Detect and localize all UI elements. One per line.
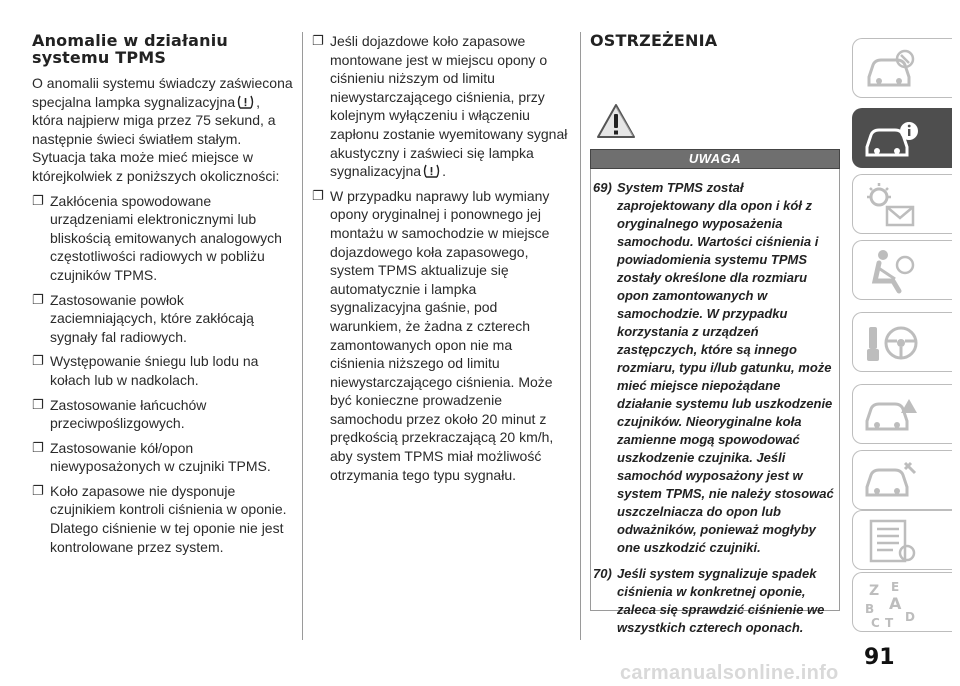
list-item [32, 352, 294, 389]
list-item [312, 32, 570, 181]
alphabetical-index-icon [861, 577, 921, 629]
watermark: carmanualsonline.info [620, 662, 839, 684]
svg-text:D: D [905, 610, 915, 624]
column-divider [580, 32, 581, 640]
tab-technical-data[interactable] [852, 510, 952, 570]
section-title [32, 32, 294, 66]
car-dashboard-icon [861, 43, 921, 95]
warning-light-mail-icon [861, 179, 921, 231]
warning-notes-box [590, 169, 840, 635]
list-item-text: Zastosowanie powłok zaciemniających, które zakłócają sygnały fal radiowych. [50, 291, 254, 345]
tab-safety[interactable] [852, 240, 952, 300]
svg-text:B: B [865, 602, 875, 616]
page-number: 91 [864, 645, 895, 670]
bullet-marker: ❐ [312, 187, 324, 203]
svg-text:Z: Z [869, 583, 880, 599]
svg-text:E: E [891, 580, 900, 594]
svg-text:T: T [885, 616, 894, 629]
list-item-text: Zastosowanie kół/opon niewyposażonych w czujniki TPMS. [50, 439, 271, 475]
intro-text-a: O anomalii systemu świadczy zaświecona specjalna lampka sygnalizacyjna [32, 75, 293, 110]
note-text: Jeśli system sygnalizuje spadek ciśnienia w konkretnej oponie, zaleca się sprawdzić ciśnienie we wszystkich czterech oponach. [617, 566, 825, 635]
list-item-text-end: . [442, 163, 446, 180]
bullet-marker: ❐ [32, 353, 44, 369]
section-title-line-1: Anomalie w działaniu [32, 31, 229, 50]
svg-text:C: C [871, 616, 880, 629]
list-item-text: Występowanie śniegu lub lodu na kołach lub w nadkolach. [50, 353, 259, 388]
list-item [32, 439, 294, 476]
note-text: System TPMS został zaprojektowany dla opon i kół z oryginalnego wyposażenia samochodu. Wartości ciśnienia i powiadomienia systemu TPMS zostały określone dla rozmiaru opon zamontowanych w samochodzie. W przypadku korzystania z urządzeń zastępczych, które są innego rozmiaru, typu i/lub gatunku, może mieć miejsce niepożądane działanie systemu lub uszkodzenie czujników. Nieoryginalne koła zamienne mogą spowodować uszkodzenie czujnika. Jeśli samochód wyposażony jest w system TPMS, nie należy stosować uszczelniacza do opon lub odważników, ponieważ mogłyby one uszkodzić czujniki. [617, 180, 834, 555]
column-2 [312, 32, 570, 484]
bullet-marker: ❐ [32, 291, 44, 307]
tab-index[interactable] [852, 572, 952, 632]
car-info-icon [861, 113, 921, 165]
column-divider [302, 32, 303, 640]
bullet-marker: ❐ [32, 439, 44, 455]
list-item-text: W przypadku naprawy lub wymiany opony oryginalnej i ponownego jej montażu w samochodzie w miejsce dojazdowego koła zapasowego, system TPMS aktualizuje się automatycznie i lampka sygnalizacyjna gaśnie, pod warunkiem, że żadna z czterech zamontowanych opon nie ma ciśnienia niższego od limitu niewystarczającego ciśnienia. Może być konieczne prowadzenie samochodu przez około 20 minut z prędkością przekraczającą 20 km/h, aby system TPMS miał możliwość otrzymania tego typu sygnału. [330, 187, 554, 483]
tpms-warning-lamp-icon [423, 163, 440, 179]
warning-note-69 [595, 179, 837, 557]
list-item [312, 187, 570, 485]
list-item [32, 291, 294, 347]
bullet-marker: ❐ [32, 396, 44, 412]
column-1 [32, 32, 294, 556]
list-item-text: Jeśli dojazdowe koło zapasowe montowane jest w miejscu opony o ciśnieniu niższym od limitu niewystarczającego ciśnienia, przy kolejnym wyłączeniu i włączeniu zapłonu zostanie wyemitowany sygnał akustyczny i zaświeci się lampka sygnalizacyjna [330, 33, 568, 180]
bullet-marker: ❐ [32, 482, 44, 498]
tab-warning-lights[interactable] [852, 174, 952, 234]
list-item-text: Zastosowanie łańcuchów przeciwpoślizgowych. [50, 396, 207, 432]
uwaga-bar: UWAGA [590, 149, 840, 169]
technical-data-list-icon [861, 515, 921, 567]
section-title-line-2: systemu TPMS [32, 48, 167, 67]
intro-text-b: , która najpierw miga przez 75 sekund, a następnie świeci światłem stałym. Sytuacja taka może mieć miejsce w którejkolwiek z poniższych okoliczności: [32, 93, 280, 184]
list-item-text: Zakłócenia spowodowane urządzeniami elektronicznymi lub bliskością emitowanych analogowych częstotliwości radiowych w pobliżu czujników TPMS. [50, 192, 282, 283]
warning-triangle-icon [596, 103, 636, 139]
tab-maintenance[interactable] [852, 450, 952, 510]
warnings-heading: OSTRZEŻENIA [590, 31, 718, 50]
warning-note-70 [595, 565, 837, 637]
tab-car-dashboard[interactable] [852, 38, 952, 98]
list-item [32, 192, 294, 285]
warnings-column [590, 31, 840, 635]
seat-airbag-icon [861, 245, 921, 297]
note-number: 69) [593, 180, 612, 195]
intro-paragraph [32, 74, 294, 186]
list-item [32, 396, 294, 433]
tab-starting-driving[interactable] [852, 312, 952, 372]
tab-car-info[interactable] [852, 108, 952, 168]
list-item-text: Koło zapasowe nie dysponuje czujnikiem kontroli ciśnienia w oponie. Dlatego ciśnienie w tej oponie nie jest kontrolowane przez system. [50, 482, 287, 555]
svg-text:A: A [889, 594, 902, 613]
note-number: 70) [593, 566, 612, 581]
bullet-marker: ❐ [32, 192, 44, 208]
car-maintenance-icon [861, 455, 921, 507]
tpms-warning-lamp-icon [237, 94, 254, 110]
list-item [32, 482, 294, 556]
key-steering-wheel-icon [861, 317, 921, 369]
car-emergency-icon [861, 389, 921, 441]
tab-emergency[interactable] [852, 384, 952, 444]
bullet-marker: ❐ [312, 33, 324, 48]
